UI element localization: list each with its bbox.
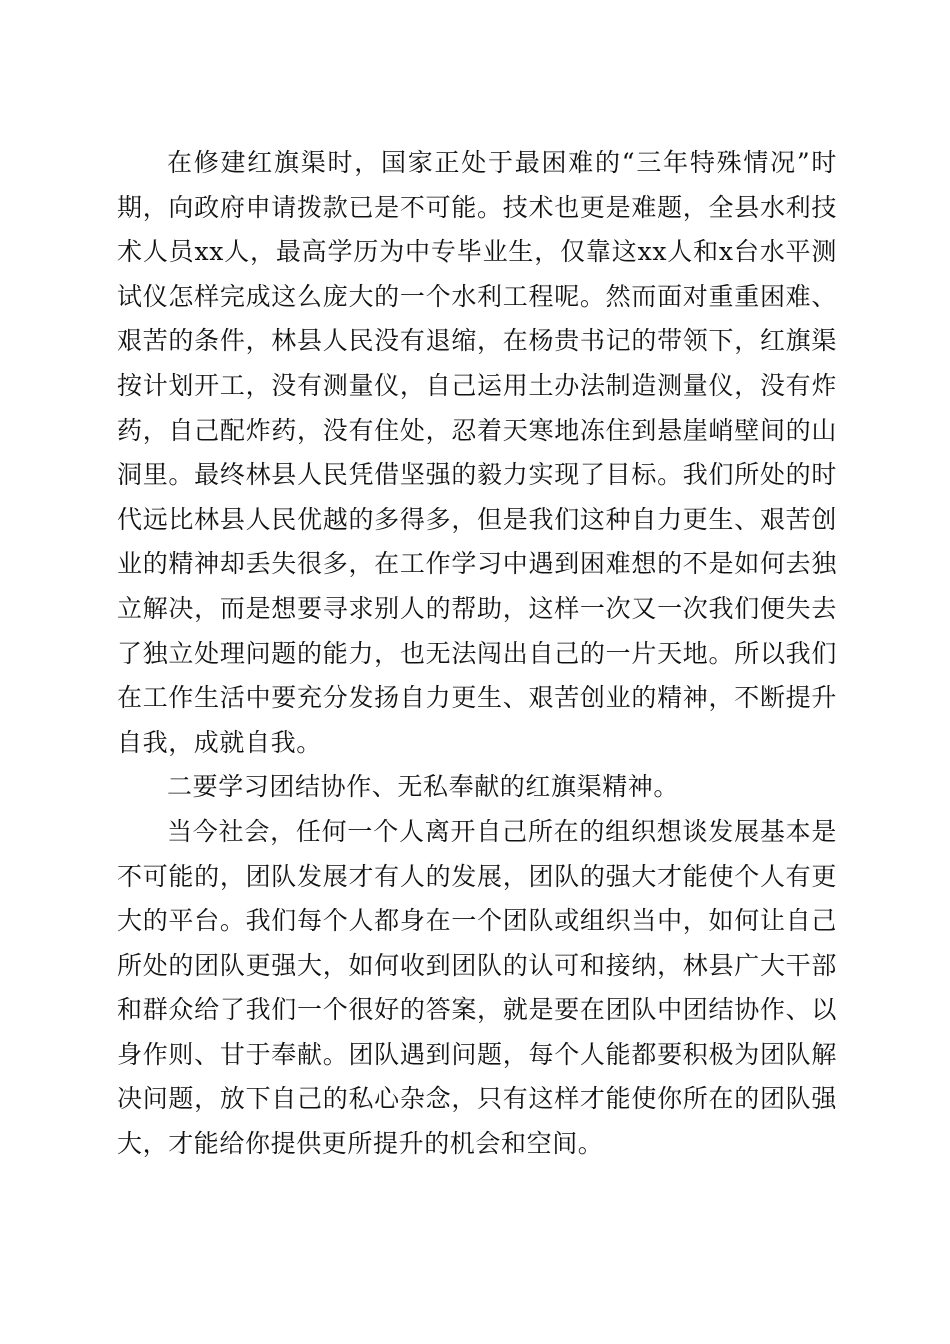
paragraph-teamwork: 当今社会，任何一个人离开自己所在的组织想谈发展基本是不可能的，团队发展才有人的发展，团队的强大才能使个人有更大的平台。我们每个人都身在一个团队或组织当中，如何让自己所处的团队更强大，如何收到团队的认可和接纳，林县广大干部和群众给了我们一个很好的答案，就是要在团队中团结协作、以身作则、甘于奉献。团队遇到问题，每个人能都要积极为团队解决问题，放下自己的私心杂念，只有这样才能使你所在的团队强大，才能给你提供更所提升的机会和空间。 [117, 816, 837, 1159]
document-body [117, 141, 837, 1167]
paragraph-self-reliance: 在修建红旗渠时，国家正处于最困难的“三年特殊情况”时期，向政府申请拨款已是不可能。技术也更是难题，全县水利技术人员xx人，最高学历为中专毕业生，仅靠这xx人和x台水平测试仪怎样完成这么庞大的一个水利工程呢。然而面对重重困难、艰苦的条件，林县人民没有退缩，在杨贵书记的带领下，红旗渠按计划开工，没有测量仪，自己运用土办法制造测量仪，没有炸药，自己配炸药，没有住处，忍着天寒地冻住到悬崖峭壁间的山洞里。最终林县人民凭借坚强的毅力实现了目标。我们所处的时代远比林县人民优越的多得多，但是我们这种自力更生、艰苦创业的精神却丢失很多，在工作学习中遇到困难想的不是如何去独立解决，而是想要寻求别人的帮助，这样一次又一次我们便失去了独立处理问题的能力，也无法闯出自己的一片天地。所以我们在工作生活中要充分发扬自力更生、艰苦创业的精神，不断提升自我，成就自我。 [117, 148, 837, 757]
paragraph-heading-teamwork: 二要学习团结协作、无私奉献的红旗渠精神。 [167, 772, 680, 802]
